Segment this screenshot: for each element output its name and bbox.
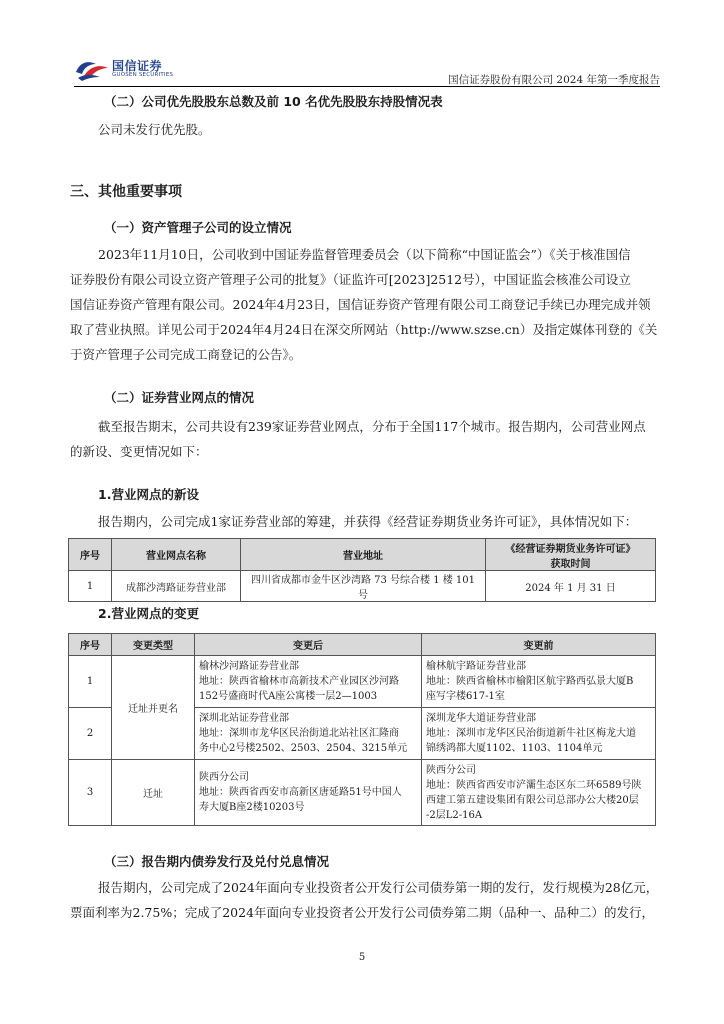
table-cell: 3 [69, 760, 112, 826]
cell-line: -2层L2-16A [426, 809, 483, 821]
cell-line: 地址：陕西省榆林市高新技术产业园区沙河路 [199, 676, 399, 687]
table-cell: 2024 年 1 月 31 日 [486, 571, 656, 602]
table-cell [422, 656, 656, 708]
table-row [69, 656, 656, 708]
cell-line: 陕西分公司 [199, 772, 249, 783]
paragraph-line: 截至报告期末，公司共设有239家证券营业网点，分布于全国117个城市。报告期内，公司营业网点 [98, 419, 646, 434]
cell-line: 地址：陕西省西安市高新区唐延路51号中国人 [199, 787, 402, 798]
subsection-heading-asset-mgmt: （一）资产管理子公司的设立情况 [104, 220, 292, 235]
subsection-heading-bonds: （三）报告期内债券发行及兑付兑息情况 [104, 854, 330, 869]
table-header-row [69, 539, 656, 571]
cell-line: 深圳龙华大道证券营业部 [426, 713, 536, 724]
page-number: 5 [358, 952, 366, 963]
paragraph-line: 的新设、变更情况如下： [70, 444, 208, 459]
cell-line: 座写字楼617-1室 [426, 691, 505, 702]
paragraph-line: 证券股份有限公司设立资产管理子公司的批复》（证监许可[2023]2512号），中国证监会核准公司设立 [70, 272, 631, 287]
column-header: 序号 [69, 539, 112, 571]
preferred-shares-heading: （二）公司优先股股东总数及前 10 名优先股股东持股情况表 [104, 94, 443, 109]
cell-line: 务中心2号楼2502、2503、2504、3215单元 [199, 743, 408, 754]
table-cell: 成都沙湾路证券营业部 [112, 571, 241, 602]
table-cell [195, 708, 422, 760]
table-cell [195, 760, 422, 826]
table-cell: 2 [69, 708, 112, 760]
cell-line: 地址：陕西省榆林市榆阳区航宇路西弘景大厦B [426, 676, 634, 687]
logo-en-text: GUOSEN SECURITIES [112, 72, 174, 78]
new-branches-heading: 1.营业网点的新设 [98, 487, 199, 502]
new-branches-table [68, 538, 656, 602]
column-header: 营业地址 [241, 539, 486, 571]
header-divider [74, 86, 660, 87]
cell-line: 榆林航宇路证券营业部 [426, 661, 526, 672]
column-header: 营业网点名称 [112, 539, 241, 571]
paragraph-line: 国信证券资产管理有限公司。2024年4月23日，国信证券资产管理有限公司工商登记手续已办理完成并领 [70, 297, 651, 312]
page-header [74, 56, 660, 86]
column-header-line: 《经营证券期货业务许可证》 [505, 543, 636, 555]
table-cell [195, 656, 422, 708]
new-branches-intro: 报告期内，公司完成1家证券营业部的筹建，并获得《经营证券期货业务许可证》，具体情况如下： [98, 514, 638, 529]
column-header: 变更前 [422, 634, 656, 656]
document-title: 国信证券股份有限公司 2024 年第一季度报告 [448, 74, 660, 86]
cell-line: 152号盛商时代A座公寓楼一层2—1003 [199, 691, 378, 702]
changed-branches-table [68, 633, 656, 826]
cell-line: 地址：陕西省西安市浐灞生态区东二环6589号陕 [426, 779, 642, 791]
table-cell [422, 708, 656, 760]
column-header [486, 539, 656, 571]
table-row [69, 571, 656, 602]
paragraph-line: 于资产管理子公司完成工商登记的公告》。 [70, 347, 302, 362]
table-cell: 1 [69, 656, 112, 708]
table-header-row [69, 634, 656, 656]
changed-branches-heading: 2.营业网点的变更 [98, 606, 199, 621]
cell-line: 榆林沙河路证券营业部 [199, 661, 299, 672]
cell-line: 西建工第五建设集团有限公司总部办公大楼20层 [426, 794, 639, 806]
company-logo [74, 56, 184, 84]
table-row [69, 760, 656, 826]
cell-line: 锦绣鸿都大厦1102、1103、1104单元 [426, 743, 603, 754]
table-cell: 四川省成都市金牛区沙湾路 73 号综合楼 1 楼 101 号 [241, 571, 486, 602]
preferred-shares-text: 公司未发行优先股。 [98, 122, 211, 137]
column-header: 变更后 [195, 634, 422, 656]
subsection-heading-branches: （二）证券营业网点的情况 [104, 390, 255, 405]
cell-line: 陕西分公司 [426, 764, 476, 776]
paragraph-line: 报告期内，公司完成了2024年面向专业投资者公开发行公司债券第一期的发行，发行规模为28亿元， [98, 880, 659, 895]
paragraph-line: 取了营业执照。详见公司于2024年4月24日在深交所网站（http://www.szse.cn）及指定媒体刊登的《关 [70, 322, 658, 337]
table-cell: 1 [69, 571, 112, 602]
column-header: 变更类型 [112, 634, 195, 656]
cell-line: 地址：深圳市龙华区民治街道北站社区汇隆商 [199, 728, 399, 739]
logo-cn-text: 国信证券 [112, 59, 163, 73]
cell-line: 深圳北站证券营业部 [199, 713, 289, 724]
cell-line: 地址：深圳市龙华区民治街道新牛社区梅龙大道 [426, 728, 636, 739]
paragraph-line: 2023年11月10日，公司收到中国证券监督管理委员会（以下简称“中国证监会”）《关于核准国信 [98, 247, 631, 262]
table-cell-merged: 迁址并更名 [112, 656, 195, 760]
table-cell: 迁址 [112, 760, 195, 826]
column-header: 序号 [69, 634, 112, 656]
column-header-line: 获取时间 [550, 558, 591, 570]
cell-line: 寿大厦B座2楼10203号 [199, 802, 305, 813]
guosen-logo-icon [74, 58, 110, 82]
paragraph-line: 票面利率为2.75%；完成了2024年面向专业投资者公开发行公司债券第二期（品种一、品种二）的发行， [70, 905, 655, 920]
section-heading: 三、其他重要事项 [70, 184, 182, 200]
table-cell [422, 760, 656, 826]
